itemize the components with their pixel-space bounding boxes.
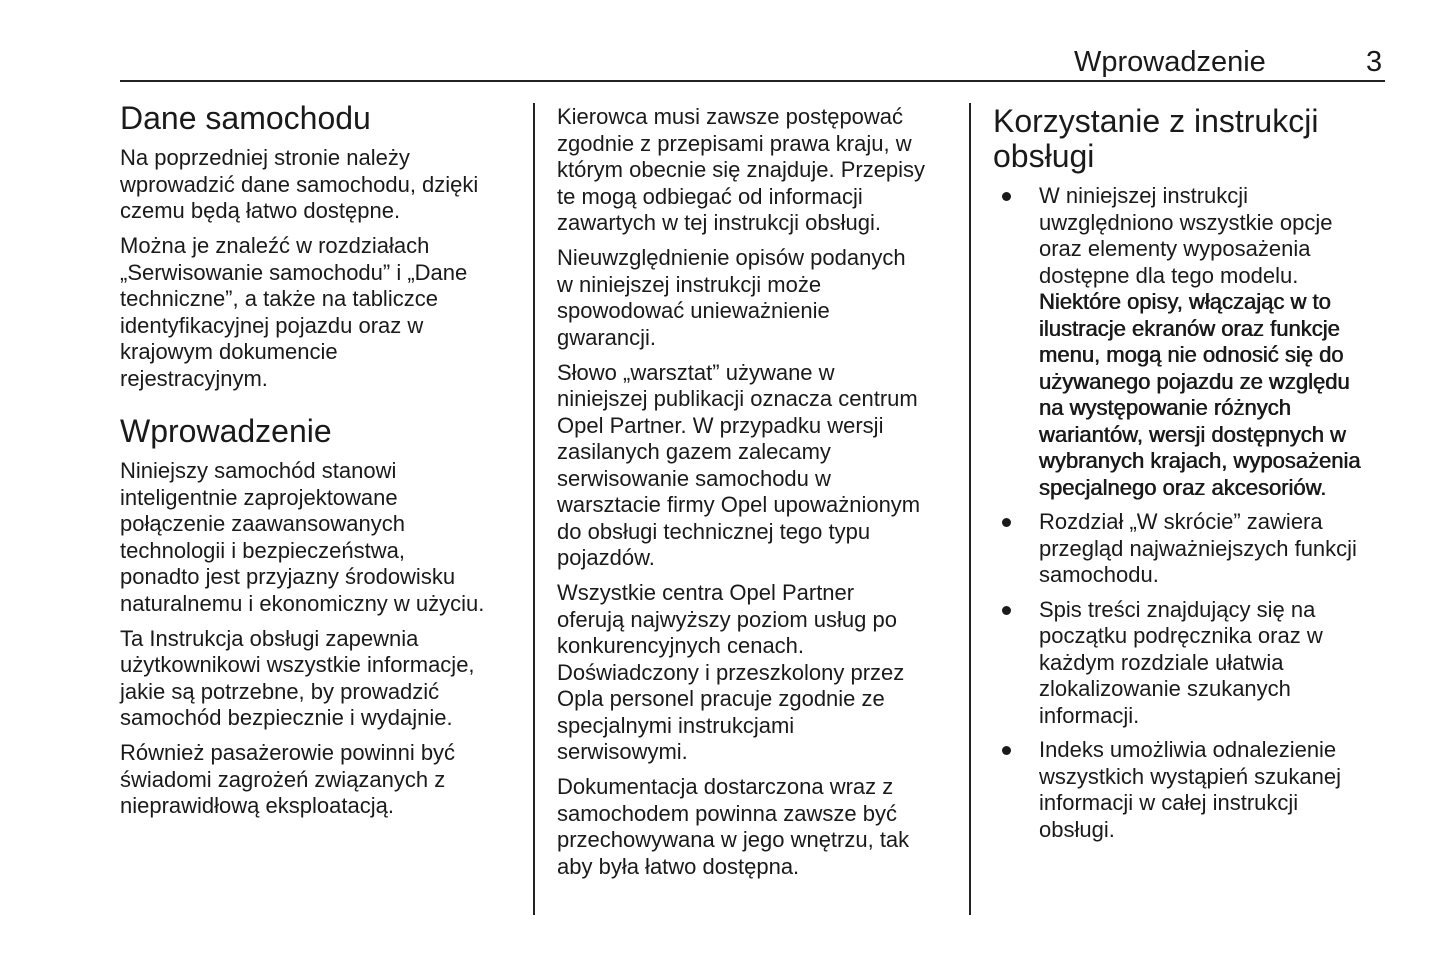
bullet-icon: [1002, 606, 1011, 615]
paragraph: [557, 580, 957, 766]
text-line: pojazdów.: [557, 545, 655, 570]
text-line: Opel Partner. W przypadku wersji: [557, 412, 884, 438]
text-line: naturalnemu i ekonomiczny w użyciu.: [120, 590, 485, 616]
paragraph: [120, 145, 520, 225]
emphasized-text-line: wariantów, wersji dostępnych w: [1039, 421, 1346, 447]
text-line: Również pasażerowie powinni być: [120, 740, 456, 765]
text-line: jakie są potrzebne, by prowadzić: [120, 678, 440, 704]
column-middle: [557, 104, 957, 889]
text-line: techniczne”, a także na tabliczce: [120, 286, 438, 311]
text-line: W niniejszej instrukcji: [1039, 183, 1249, 208]
text-line: samochód bezpiecznie i wydajnie.: [120, 705, 453, 730]
paragraph: [557, 360, 957, 572]
paragraph: [120, 233, 520, 392]
text-line: gwarancji.: [557, 324, 657, 350]
text-line: każdym rozdziale ułatwia: [1039, 649, 1284, 675]
text-line: Ta Instrukcja obsługi zapewnia: [120, 625, 419, 651]
text-line: uwzględniono wszystkie opcje: [1039, 209, 1333, 235]
paragraph: [557, 774, 957, 880]
text-line: Korzystanie z instrukcji: [993, 103, 1319, 139]
text-line: początku podręcznika oraz w: [1039, 623, 1323, 648]
text-line: obsługi: [993, 138, 1095, 174]
text-line: Na poprzedniej stronie należy: [120, 145, 410, 170]
text-line: obsługi.: [1039, 816, 1115, 842]
text-line: w niniejszej instrukcji może: [557, 271, 822, 297]
text-line: spowodować unieważnienie: [557, 298, 830, 323]
column-divider: [969, 103, 971, 915]
paragraph: [120, 626, 520, 732]
text-line: aby była łatwo dostępna.: [557, 853, 800, 879]
text-line: identyfikacyjnej pojazdu oraz w: [120, 312, 424, 338]
text-line: Wszystkie centra Opel Partner: [557, 580, 855, 605]
emphasized-text-line: menu, mogą nie odnosić się do: [1039, 342, 1344, 367]
text-line: rejestracyjnym.: [120, 365, 268, 391]
section-heading: [993, 104, 1393, 174]
text-line: nieprawidłową eksploatacją.: [120, 793, 394, 818]
text-line: konkurencyjnych cenach.: [557, 633, 805, 658]
text-line: przechowywana w jego wnętrzu, tak: [557, 827, 910, 852]
text-line: ponadto jest przyjazny środowisku: [120, 564, 456, 589]
column-left: [120, 101, 520, 828]
text-line: wszystkich wystąpień szukanej: [1039, 763, 1342, 789]
text-line: „Serwisowanie samochodu” i „Dane: [120, 259, 468, 285]
paragraph: [557, 245, 957, 351]
emphasized-text-line: używanego pojazdu ze względu: [1039, 368, 1350, 394]
text-line: oraz elementy wyposażenia: [1039, 236, 1311, 261]
text-line: wprowadzić dane samochodu, dzięki: [120, 171, 479, 197]
text-line: informacji w całej instrukcji: [1039, 790, 1299, 815]
text-line: Dokumentacja dostarczona wraz z: [557, 774, 894, 799]
text-line: użytkownikowi wszystkie informacje,: [120, 652, 475, 677]
page-number: 3: [1366, 46, 1383, 78]
text-line: specjalnymi instrukcjami: [557, 712, 795, 738]
paragraph: [120, 458, 520, 617]
text-line: Dane samochodu: [120, 100, 371, 136]
paragraph: [120, 740, 520, 820]
emphasized-text-line: wybranych krajach, wyposażenia: [1039, 448, 1361, 473]
bullet-icon: [1002, 192, 1011, 201]
text-line: te mogą odbiegać od informacji: [557, 183, 863, 209]
text-line: informacji.: [1039, 702, 1140, 728]
text-line: Można je znaleźć w rozdziałach: [120, 233, 430, 258]
text-line: Rozdział „W skrócie” zawiera: [1039, 509, 1323, 534]
text-line: zawartych w tej instrukcji obsługi.: [557, 210, 882, 235]
text-line: serwisowymi.: [557, 739, 688, 764]
emphasized-text-line: specjalnego oraz akcesoriów.: [1039, 474, 1327, 500]
text-line: inteligentnie zaprojektowane: [120, 484, 398, 510]
text-line: świadomi zagrożeń związanych z: [120, 766, 446, 792]
text-line: krajowym dokumencie: [120, 339, 338, 364]
section-heading: [120, 414, 520, 449]
column-divider: [533, 103, 535, 915]
text-line: Nieuwzględnienie opisów podanych: [557, 245, 906, 270]
text-line: czemu będą łatwo dostępne.: [120, 198, 401, 223]
text-line: Spis treści znajdujący się na: [1039, 596, 1316, 622]
text-line: technologii i bezpieczeństwa,: [120, 537, 405, 563]
bullet-item: [993, 183, 1393, 501]
bullet-item: [993, 509, 1393, 589]
text-line: serwisowanie samochodu w: [557, 465, 831, 491]
text-line: Wprowadzenie: [120, 413, 332, 449]
text-line: Indeks umożliwia odnalezienie: [1039, 737, 1337, 762]
bullet-icon: [1002, 518, 1011, 527]
emphasized-text-line: Niektóre opisy, włączając w to: [1039, 289, 1331, 314]
section-heading: [120, 101, 520, 136]
text-line: zlokalizowanie szukanych: [1039, 676, 1291, 701]
text-line: Niniejszy samochód stanowi: [120, 458, 397, 483]
bullet-item: [993, 597, 1393, 730]
text-line: którym obecnie się znajduje. Przepisy: [557, 157, 926, 182]
text-line: warsztacie firmy Opel upoważnionym: [557, 492, 921, 517]
text-line: Kierowca musi zawsze postępować: [557, 104, 904, 129]
text-line: zgodnie z przepisami prawa kraju, w: [557, 130, 912, 156]
text-line: dostępne dla tego modelu.: [1039, 262, 1299, 288]
emphasized-text-line: na występowanie różnych: [1039, 395, 1291, 420]
text-line: niniejszej publikacji oznacza centrum: [557, 386, 918, 411]
paragraph: [557, 104, 957, 237]
column-right: [993, 104, 1393, 851]
text-line: samochodu.: [1039, 562, 1159, 587]
text-line: samochodem powinna zawsze być: [557, 800, 897, 826]
text-line: Opla personel pracuje zgodnie ze: [557, 686, 885, 711]
text-line: Doświadczony i przeszkolony przez: [557, 659, 905, 685]
bullet-icon: [1002, 746, 1011, 755]
header-rule: [120, 80, 1385, 82]
emphasized-text-line: ilustracje ekranów oraz funkcje: [1039, 315, 1340, 341]
text-line: oferują najwyższy poziom usług po: [557, 606, 897, 632]
text-line: połączenie zaawansowanych: [120, 511, 405, 536]
running-header-title: Wprowadzenie: [1074, 46, 1266, 78]
text-line: Słowo „warsztat” używane w: [557, 359, 835, 385]
text-line: przegląd najważniejszych funkcji: [1039, 535, 1357, 561]
bullet-item: [993, 737, 1393, 843]
text-line: do obsługi technicznej tego typu: [557, 518, 871, 544]
text-line: zasilanych gazem zalecamy: [557, 439, 831, 464]
